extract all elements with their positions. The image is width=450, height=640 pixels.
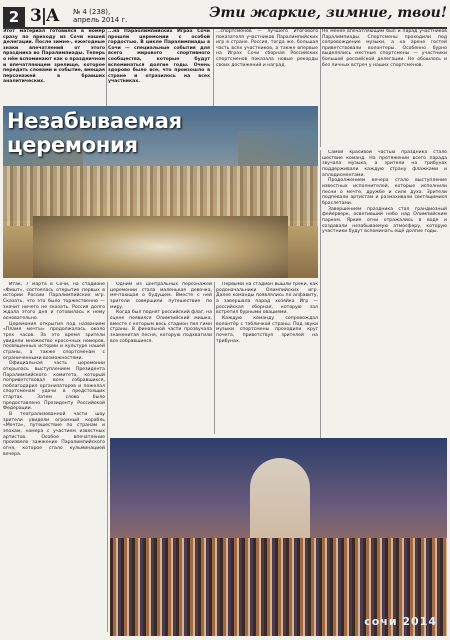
body-column-3 <box>216 282 318 434</box>
paragraph: Официальная часть церемонии открылась выступлением Президента Паралимпийского комитета, который поприветствовал всех собравшихся, поблагодарил организаторов и пожелал спортсменам удачи в предстоящих стартах. Затем слово было предоставлено Президенту Российской Федерации. <box>3 361 105 412</box>
ceremony-photo <box>3 106 318 278</box>
paragraph: Когда был поднят российский флаг, на сцене появился Олимпийский мишка, вместе с которым весь стадион пел гимн страны. В финальной части прозвучала знаменитая песня, которую подхватили все собравшиеся. <box>110 310 212 344</box>
article-headline: Незабываемая церемония <box>7 109 182 157</box>
photo-arena <box>33 216 288 278</box>
lead-column-3: ...спортсменов — лучшего итогового показателя участников Паралимпийских игр в стране. Россия, тогда же, большая часть всех участников, а также впервые на Играх Сочи сборная Российских спортсменов показала новые рекорды своих достижений и наград. <box>216 29 318 68</box>
paragraph: Каждую команду сопровождал волонтёр с табличкой страны. Под звуки музыки спортсмены проходили круг почета, приветствуя зрителей на трибунах. <box>216 315 318 344</box>
paragraph: В театрализованной части шоу зрители увидели огромный корабль «Мечта», путешествие по странам и эпохам, номера с участием известных артистов. Особое впечатление произвело зажжение Паралимпийского огня, которое стало кульминацией вечера. <box>3 412 105 457</box>
paragraph: Итак, 7 марта в Сочи, на стадионе «Фишт», состоялась открытие первых в истории России Паралимпийских игр. Сказать, что это было торжественно — значит ничего не сказать. Россия долго ждала этого дня и готовилась к нему основательно. <box>3 282 105 321</box>
body-column-4 <box>322 150 447 462</box>
page-number: 2 <box>3 7 25 27</box>
newspaper-logo: 3|A <box>30 6 59 26</box>
paragraph: Завершением праздника стал грандиозный фейерверк, осветивший небо над Олимпийским парком. Яркие огни отражались в воде и создавали незабываемую атмосферу, которую участники будут вспоминать ещё долгие годы. <box>322 206 447 235</box>
performer-photo <box>110 438 447 636</box>
paragraph: Продолжением вечера стало выступление известных исполнителей, которые исполнили песни о мечте, дружбе и силе духа. Зрители подпевали артистам и размахивали светящимися браслетами. <box>322 178 447 206</box>
paragraph: Церемония открытия под названием «Пламя мечты» продолжалась около трех часов. За это время зрители увидели множество красочных номеров, посвященных истории и культуре нашей страны, а также спортсменам с ограниченными возможностями. <box>3 321 105 361</box>
sochi-logo: сочи 2014 <box>364 615 437 628</box>
body-column-2 <box>110 282 212 434</box>
issue-date: апрель 2014 г. <box>73 16 128 24</box>
page-slogan: Эти жаркие, зимние, твои! <box>209 5 447 21</box>
body-column-1 <box>3 282 105 632</box>
paragraph: Самой красивой частью праздника стало шествие команд. На протяжении всего парада звучала музыка, а зрители на трибунах поддерживали каждую страну флажками и аплодисментами. <box>322 150 447 178</box>
column-divider <box>107 282 108 632</box>
issue-number: № 4 (238), <box>73 8 111 16</box>
column-divider <box>320 150 321 462</box>
column-divider <box>320 29 321 147</box>
paragraph: Первыми на стадион вышли греки, как родоначальники Олимпийских игр. Далее команды появлялись по алфавиту, а завершала парад хозяйка Игр — российская сборная, которую зал встретил бурными овациями. <box>216 282 318 316</box>
paragraph: Одним из центральных персонажей церемонии стала маленькая девочка, мечтающая о будущем. Вместе с ней зрители совершили путешествие по миру. <box>110 282 212 310</box>
issue-info <box>73 8 133 24</box>
lead-column-2: ...на Параолимпийских Играх Сочи прошли церемонии с особой гордостью. В цикле Паралимпиады в Сочи — специальные события для всего мирового спортивного сообщества, которые будут вспоминаться долгие годы. Очень здорово было все, что произошло в стране и отразилось на всех участниках. <box>108 29 210 85</box>
lead-column-4: Не менее впечатляющим был и парад участников Паралимпиады. Спортсмены проходили под сопровождение музыки, а на арене гостей приветствовали волонтеры. Особенно бурно выделялись местные спортсмены — участники большой российской делегации. Не обошлось и без личных встреч у наших спортсменов. <box>322 29 447 68</box>
column-divider <box>214 282 215 434</box>
lead-column-1: Этот материал готовился в номер сразу по приходу из Сочи нашей делегации. После зимне-, ежегодные знаки впечатлений от этого праздника во Паралимпиады. Теперь о нём вспоминают как о праздничном и впечатляющем зрелище, которое передать словами и событие, вмещая персонажей в бравших аналитических. <box>3 29 105 85</box>
